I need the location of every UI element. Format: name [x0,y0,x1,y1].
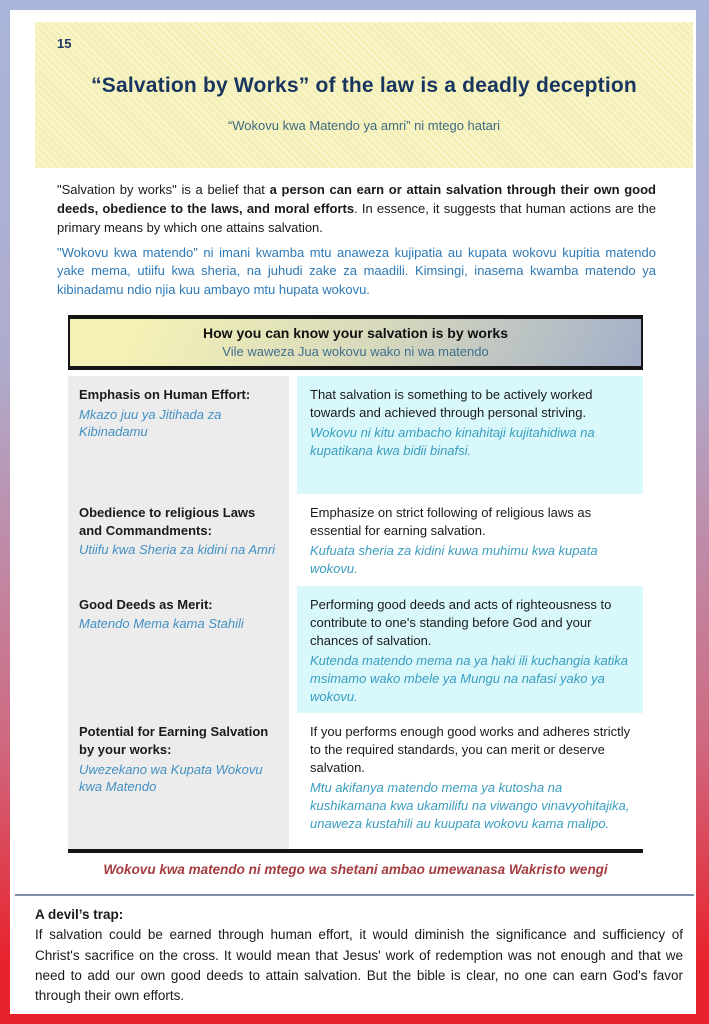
row-title: Obedience to religious Laws and Commandments: [79,505,256,538]
row-title: Emphasis on Human Effort: [79,387,251,403]
row-description-swahili: Kufuata sheria za kidini kuwa muhimu kwa kupata wokovu. [310,542,598,576]
table-header [68,315,643,370]
intro-en-post: . In essence, it suggests that human actions are the primary means by which one attains salvation. [57,200,656,235]
intro-en-bold: a person can earn or attain salvation through their own good deeds, obedience to the laws, and moral efforts [57,182,656,216]
table-header-title: How you can know your salvation is by works [203,325,508,342]
row-description-cell [297,586,643,714]
row-title-swahili: Matendo Mema kama Stahili [79,616,244,632]
row-description-swahili: Wokovu ni kitu ambacho kinahitaji kujitahidiwa na kupatikana kwa bidii binafsi. [310,424,595,458]
column-gap [289,376,297,494]
table-row [68,586,643,714]
row-title-swahili: Mkazo juu ya Jitihada za Kibinadamu [79,406,222,440]
page-title: “Salvation by Works” of the law is a deadly deception [91,74,637,97]
row-title: Potential for Earning Salvation by your works: [79,724,269,757]
row-description-cell [297,713,643,849]
row-label-cell [68,376,289,494]
table-body [68,376,643,853]
page-subtitle: “Wokovu kwa Matendo ya amri” ni mtego hatari [227,118,501,133]
title-banner [35,22,693,168]
column-gap [289,494,297,586]
table-header-subtitle: Vile waweza Jua wokovu wako ni wa matendo [222,344,489,360]
row-description: Emphasize on strict following of religious laws as essential for earning salvation. [310,505,592,538]
table-row [68,713,643,849]
column-gap [289,586,297,714]
row-description-swahili: Mtu akifanya matendo mema ya kutosha na kushikamana kwa ukamilifu na viwango vinavyohitajika, unaweza kustahili au kuupata wokovu kama malipo. [310,780,630,832]
intro-en-pre: "Salvation by works" is a belief that [57,182,270,197]
devils-trap-heading: A devil’s trap: [35,907,124,923]
row-description-cell [297,376,643,494]
table-row [68,376,643,494]
row-title-swahili: Utiifu kwa Sheria za kidini na Amri [79,542,276,558]
works-table [68,315,643,853]
row-description-cell [297,494,643,586]
row-description: If you performs enough good works and adheres strictly to the required standards, you can merit or deserve salvation. [310,724,631,776]
table-row [68,494,643,586]
row-description: That salvation is something to be actively worked towards and achieved through personal striving. [310,387,593,420]
section-divider [15,894,694,896]
row-label-cell [68,713,289,849]
devils-trap-section [35,907,683,1006]
row-description-swahili: Kutenda matendo mema na ya haki ili kuchangia katika msimamo wako mbele ya Mungu na nafasi yako ya wokovu. [310,652,628,704]
row-title: Good Deeds as Merit: [79,596,213,612]
row-title-swahili: Uwezekano wa Kupata Wokovu kwa Matendo [79,761,263,795]
page-body [10,10,696,1014]
table-caption: Wokovu kwa matendo ni mtego wa shetani ambao umewanasa Wakristo wengi [103,862,608,878]
row-label-cell [68,494,289,586]
intro-paragraph-sw: "Wokovu kwa matendo" ni imani kwamba mtu anaweza kujipatia au kupata wokovu kupitia matendo yake mema, utiifu kwa sheria, na juhudi zake za maadili. Kimsingi, inasema kwamba matendo ya kibinadamu ndio njia kuu ambayo mtu hupata wokovu. [57,244,656,298]
row-label-cell [68,586,289,714]
devils-trap-text: If salvation could be earned through human effort, it would diminish the significance and sufficiency of Christ's sacrifice on the cross. It would mean that Jesus' work of redemption was not enough and that we need to add our own good deeds to attain salvation. But the bible is clear, no one can earn God's favor through their own efforts. [35,927,683,1004]
intro-paragraph-en [57,181,656,238]
column-gap [289,713,297,849]
page-number: 15 [57,36,72,51]
intro-section [57,181,656,300]
row-description: Performing good deeds and acts of righteousness to contribute to one's standing before God and your chances of salvation. [310,596,612,648]
